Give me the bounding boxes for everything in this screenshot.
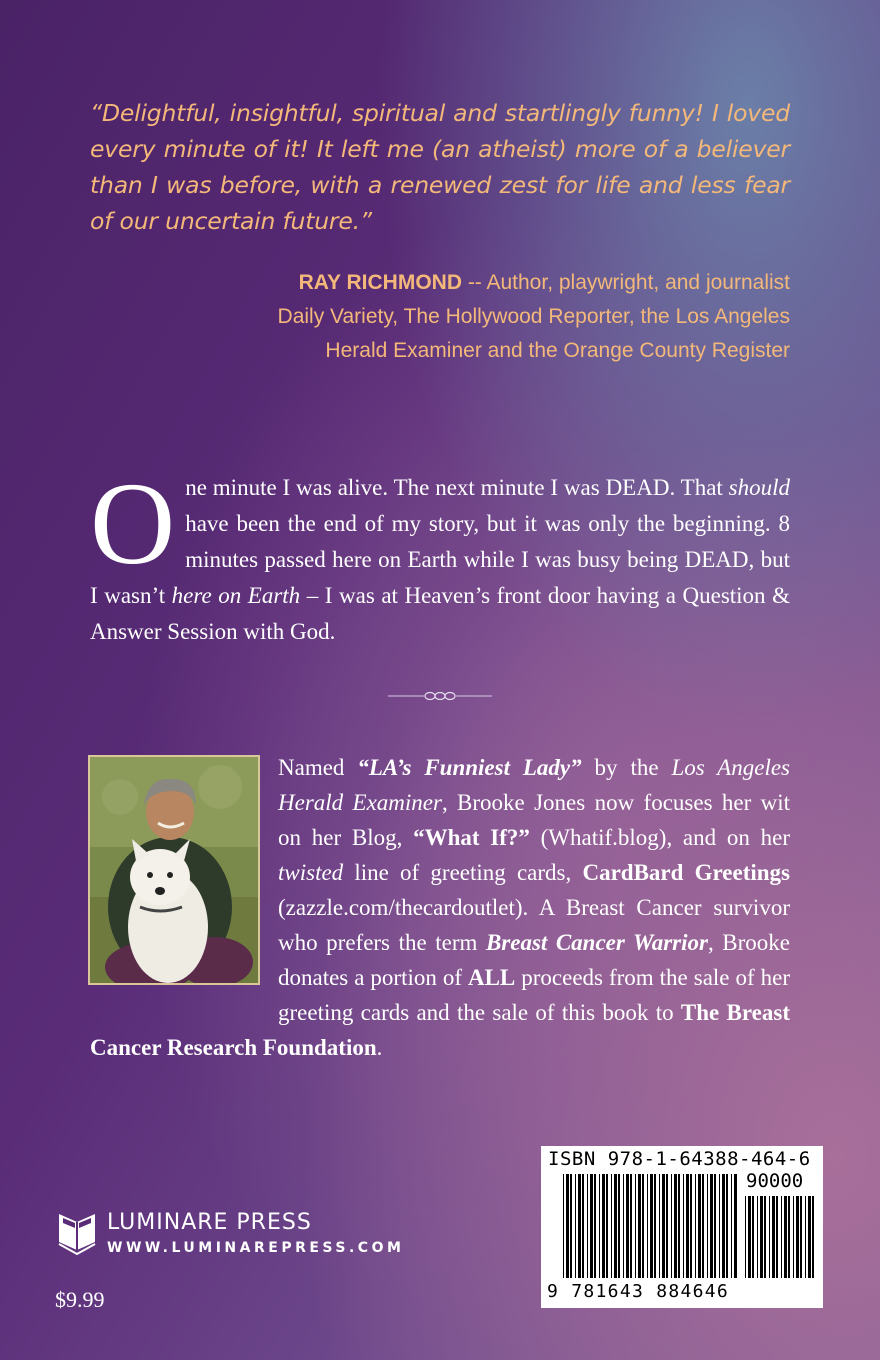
barcode-bar [745,1196,746,1278]
story-blurb [90,458,791,650]
bio-emphasis: Los Angeles Herald Examiner [278,755,790,815]
barcode-bar [666,1174,668,1278]
bio-text: . [376,1035,383,1060]
barcode-bar [570,1174,572,1278]
barcode-bar [702,1174,704,1278]
bio-text: proceeds from the sale of her greeting cards and the sale of this book to [278,965,790,1025]
barcode-bar [582,1174,584,1278]
barcode-bar [714,1174,716,1278]
bio-emphasis: “What If?” [413,825,530,850]
barcode-bar [642,1174,644,1278]
barcode-bar [695,1174,696,1278]
bio-text: (Whatif.blog), and on her [529,825,790,850]
ean-digits: 9 781643 884646 [547,1281,730,1302]
barcode-bar [760,1196,763,1278]
barcode-bar [575,1174,576,1278]
barcode-bar [800,1196,802,1278]
attribution-separator: -- [461,271,487,294]
barcode-bar [719,1174,720,1278]
barcode-bar [722,1174,725,1278]
review-attribution [190,266,790,368]
barcode-bar [590,1174,593,1278]
barcode-bar [606,1174,608,1278]
barcode-bar [788,1196,790,1278]
photo-spacer [90,750,278,998]
bio-text: (zazzle.com/thecardoutlet). A Breast Cancer survivor who prefers the term [278,895,790,955]
barcode-bar [662,1174,665,1278]
barcode-bar [752,1196,754,1278]
barcode-bar [618,1174,620,1278]
barcode-bar [626,1174,629,1278]
bio-emphasis: ALL [467,965,516,990]
story-emphasis: here on Earth [171,583,301,608]
barcode-bar [781,1196,782,1278]
barcode-bar [647,1174,648,1278]
bio-emphasis: The Breast Cancer Research Foundation [90,1000,790,1060]
barcode-bar [635,1174,636,1278]
barcode-bar [599,1174,600,1278]
barcode-bar [594,1174,596,1278]
barcode-bar [602,1174,605,1278]
story-text: ne minute I was alive. The next minute I was DEAD. That [185,475,729,500]
author-bio [90,750,790,1065]
barcode-bar [731,1174,732,1278]
barcode-bar [671,1174,672,1278]
bio-text: , Brooke Jones now focuses her wit on her Blog, [278,790,790,850]
bio-emphasis: CardBard Greetings [582,860,791,885]
barcode-bar [614,1174,617,1278]
attribution-line-1 [190,266,790,300]
isbn-barcode [541,1146,823,1308]
bio-text: , Brooke donates a portion of [278,930,790,990]
barcode-bar [587,1174,588,1278]
isbn-text: ISBN 978-1-64388-464-6 [548,1148,811,1170]
attribution-line-2: Daily Variety, The Hollywood Reporter, the Los Angeles [277,305,790,328]
bio-emphasis: twisted [278,860,344,885]
barcode-bar [793,1196,794,1278]
barcode-bar [698,1174,701,1278]
barcode-bar [784,1196,787,1278]
barcode-bar [726,1174,728,1278]
book-icon [55,1208,99,1258]
drop-cap: O [90,458,176,589]
barcode-bar [769,1196,770,1278]
story-emphasis: should [728,475,790,500]
barcode-bar [674,1174,677,1278]
ornament-divider [388,686,492,706]
barcode-bar [808,1196,811,1278]
barcode-bar [686,1174,689,1278]
barcode-bar [566,1174,569,1278]
barcode-bar [638,1174,641,1278]
barcode-bar [734,1174,737,1278]
review-quote: “Delightful, insightful, spiritual and startlingly funny! I loved every minute of it! It left me (an atheist) more of a believer than I was before, with a renewed zest for life and less fear of our uncertain future.” [90,99,790,235]
barcode-bar [796,1196,799,1278]
barcode-bar [757,1196,758,1278]
barcode-bar [623,1174,624,1278]
bio-emphasis: Breast Cancer Warrior [485,930,708,955]
barcode-bar [659,1174,660,1278]
barcode-bar [678,1174,680,1278]
story-text: have been the end of my story, but it was only the beginning. 8 minutes passed here on Earth while I was busy being DEAD, but I wasn’t [90,511,790,608]
barcode-bar [776,1196,778,1278]
bio-text: Named [278,755,358,780]
publisher-name: LUMINARE PRESS [107,1210,312,1235]
bio-emphasis: “LA’s Funniest Lady” [357,755,582,780]
barcode-bar [748,1196,751,1278]
publisher-logo [55,1208,405,1268]
story-text: – I was at Heaven’s front door having a Question & Answer Session with God. [90,583,791,644]
bio-text: by the [581,755,672,780]
barcode-bar [630,1174,632,1278]
publisher-url: WWW.LUMINAREPRESS.COM [107,1240,405,1256]
barcode-bar [654,1174,656,1278]
attribution-line-3: Herald Examiner and the Orange County Register [325,339,790,362]
barcode-bar [690,1174,692,1278]
barcode-bar [772,1196,775,1278]
barcode-bar [650,1174,653,1278]
barcode-bar [563,1174,564,1278]
reviewer-name: RAY RICHMOND [298,271,462,294]
reviewer-role: Author, playwright, and journalist [486,271,790,294]
barcode-bar [764,1196,766,1278]
barcode-bar [707,1174,708,1278]
price: $9.99 [55,1287,105,1312]
bio-text: line of greeting cards, [343,860,583,885]
barcode-bar [710,1174,713,1278]
barcode-bar [805,1196,806,1278]
price-code: 90000 [746,1170,804,1192]
barcode-bar [611,1174,612,1278]
barcode-bar [578,1174,581,1278]
barcode-bar [812,1196,814,1278]
barcode-bar [683,1174,684,1278]
